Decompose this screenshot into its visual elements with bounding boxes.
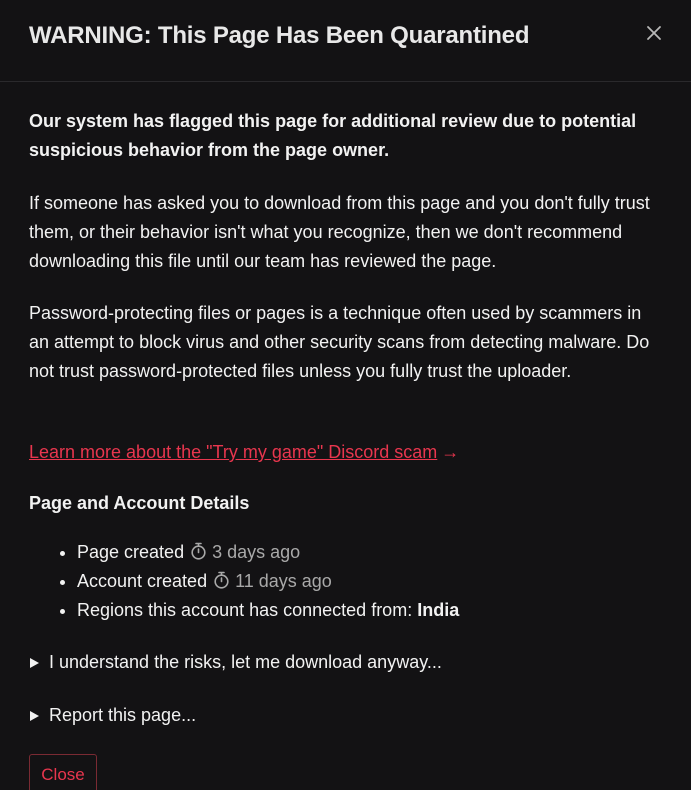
regions-value: India — [417, 600, 460, 620]
discord-scam-link[interactable] — [29, 438, 459, 467]
close-x-glyph — [641, 20, 667, 46]
report-page-disclosure[interactable] — [29, 701, 196, 730]
report-page-label: Report this page... — [49, 705, 197, 725]
close-button[interactable]: Close — [29, 754, 97, 790]
details-heading: Page and Account Details — [29, 493, 250, 513]
download-anyway-label: I understand the risks, let me download anyway... — [49, 652, 442, 672]
disclosure-triangle-icon — [30, 658, 39, 668]
download-anyway-disclosure[interactable] — [29, 648, 442, 677]
close-x-icon[interactable] — [641, 20, 667, 46]
stopwatch-icon — [190, 542, 207, 560]
warning-summary: Our system has flagged this page for additional review due to potential suspicious behavior from the page owner. — [29, 111, 637, 160]
modal-title: WARNING: This Page Has Been Quarantined — [29, 22, 530, 49]
page-created-label: Page created — [77, 542, 185, 562]
disclosure-triangle-icon — [30, 711, 39, 721]
list-item-regions — [77, 596, 459, 625]
password-paragraph: Password-protecting files or pages is a technique often used by scammers in an attempt to block virus and other security scans from detecting malware. Do not trust password-protected files unless you fully trust the uploader. — [29, 303, 650, 381]
modal-header — [0, 0, 691, 82]
account-created-label: Account created — [77, 571, 208, 591]
arrow-right-icon: → — [441, 442, 460, 462]
trust-paragraph: If someone has asked you to download from this page and you don't fully trust them, or their behavior isn't what you recognize, then we don't recommend downloading this file until our team has reviewed the page. — [29, 193, 650, 271]
stopwatch-icon — [213, 571, 230, 589]
list-item-account-created — [77, 567, 459, 596]
list-item-page-created — [77, 538, 459, 567]
details-list — [29, 538, 459, 625]
discord-scam-link-text: Learn more about the "Try my game" Discord scam — [29, 442, 438, 462]
account-created-value: 11 days ago — [235, 571, 332, 591]
page-created-value: 3 days ago — [212, 542, 301, 562]
regions-label: Regions this account has connected from: — [77, 600, 413, 620]
